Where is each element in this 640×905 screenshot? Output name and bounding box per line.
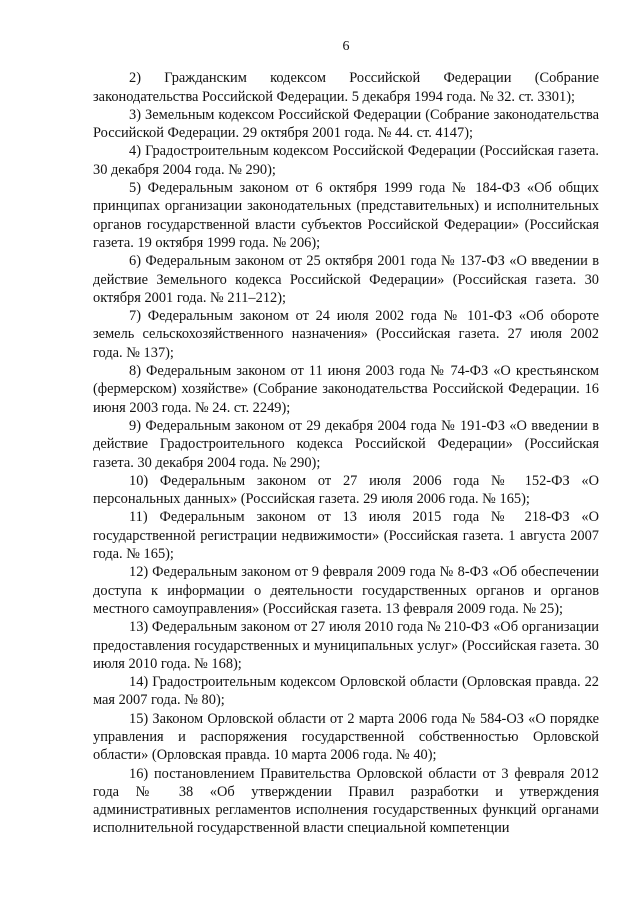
list-item: 12) Федеральным законом от 9 февраля 2009 года № 8-ФЗ «Об обеспечении доступа к информации о деятельности государственных органов и органов местного самоуправления» (Российская газета. 13 февраля 2009 года. № 25);	[93, 564, 599, 617]
list-item: 5) Федеральным законом от 6 октября 1999 года № 184-ФЗ «Об общих принципах организации законодательных (представительных) и исполнительных органов государственной власти субъектов Российской Федерации» (Российская газета. 19 октября 1999 года. № 206);	[93, 180, 599, 251]
list-item: 2) Гражданским кодексом Российской Федерации (Собрание законодательства Российской Федерации. 5 декабря 1994 года. № 32. ст. 3301);	[93, 70, 599, 105]
list-item: 13) Федеральным законом от 27 июля 2010 года № 210-ФЗ «Об организации предоставления государственных и муниципальных услуг» (Российская газета. 30 июля 2010 года. № 168);	[93, 619, 599, 672]
list-item: 11) Федеральным законом от 13 июля 2015 года № 218-ФЗ «О государственной регистрации недвижимости» (Российская газета. 1 августа 2007 года. № 165);	[93, 509, 599, 563]
list-item: 16) постановлением Правительства Орловской области от 3 февраля 2012 года № 38 «Об утверждении Правил разработки и утверждения административных регламентов исполнения государственных функций органами исполнительной государственной власти специальной компетенции	[93, 765, 599, 837]
list-item: 15) Законом Орловской области от 2 марта 2006 года № 584-ОЗ «О порядке управления и распоряжения государственной собственностью Орловской области» (Орловская правда. 10 марта 2006 года. № 40);	[93, 710, 599, 764]
list-item: 9) Федеральным законом от 29 декабря 2004 года № 191-ФЗ «О введении в действие Градостроительного кодекса Российской Федерации» (Российская газета. 30 декабря 2004 года. № 290);	[93, 417, 599, 471]
list-item: 7) Федеральным законом от 24 июля 2002 года № 101-ФЗ «Об обороте земель сельскохозяйственного назначения» (Российская газета. 27 июля 2002 года. № 137);	[93, 308, 599, 361]
list-item: 14) Градостроительным кодексом Орловской области (Орловская правда. 22 мая 2007 года. № 80);	[93, 674, 599, 709]
list-item: 3) Земельным кодексом Российской Федерации (Собрание законодательства Российской Федерации. 29 октября 2001 года. № 44. ст. 4147);	[93, 106, 599, 142]
list-item: 10) Федеральным законом от 27 июля 2006 года № 152-ФЗ «О персональных данных» (Российская газета. 29 июля 2006 года. № 165);	[93, 472, 599, 508]
legal-basis-list	[93, 69, 599, 837]
list-item: 6) Федеральным законом от 25 октября 2001 года № 137-ФЗ «О введении в действие Земельного кодекса Российской Федерации» (Российская газета. 30 октября 2001 года. № 211–212);	[93, 253, 599, 306]
list-item: 8) Федеральным законом от 11 июня 2003 года № 74-ФЗ «О крестьянском (фермерском) хозяйстве» (Собрание законодательства Российской Федерации. 16 июня 2003 года. № 24. ст. 2249);	[93, 363, 599, 416]
list-item: 4) Градостроительным кодексом Российской Федерации (Российская газета. 30 декабря 2004 года. № 290);	[93, 143, 599, 178]
page-number: 6	[342, 39, 350, 54]
document-page	[93, 38, 599, 838]
